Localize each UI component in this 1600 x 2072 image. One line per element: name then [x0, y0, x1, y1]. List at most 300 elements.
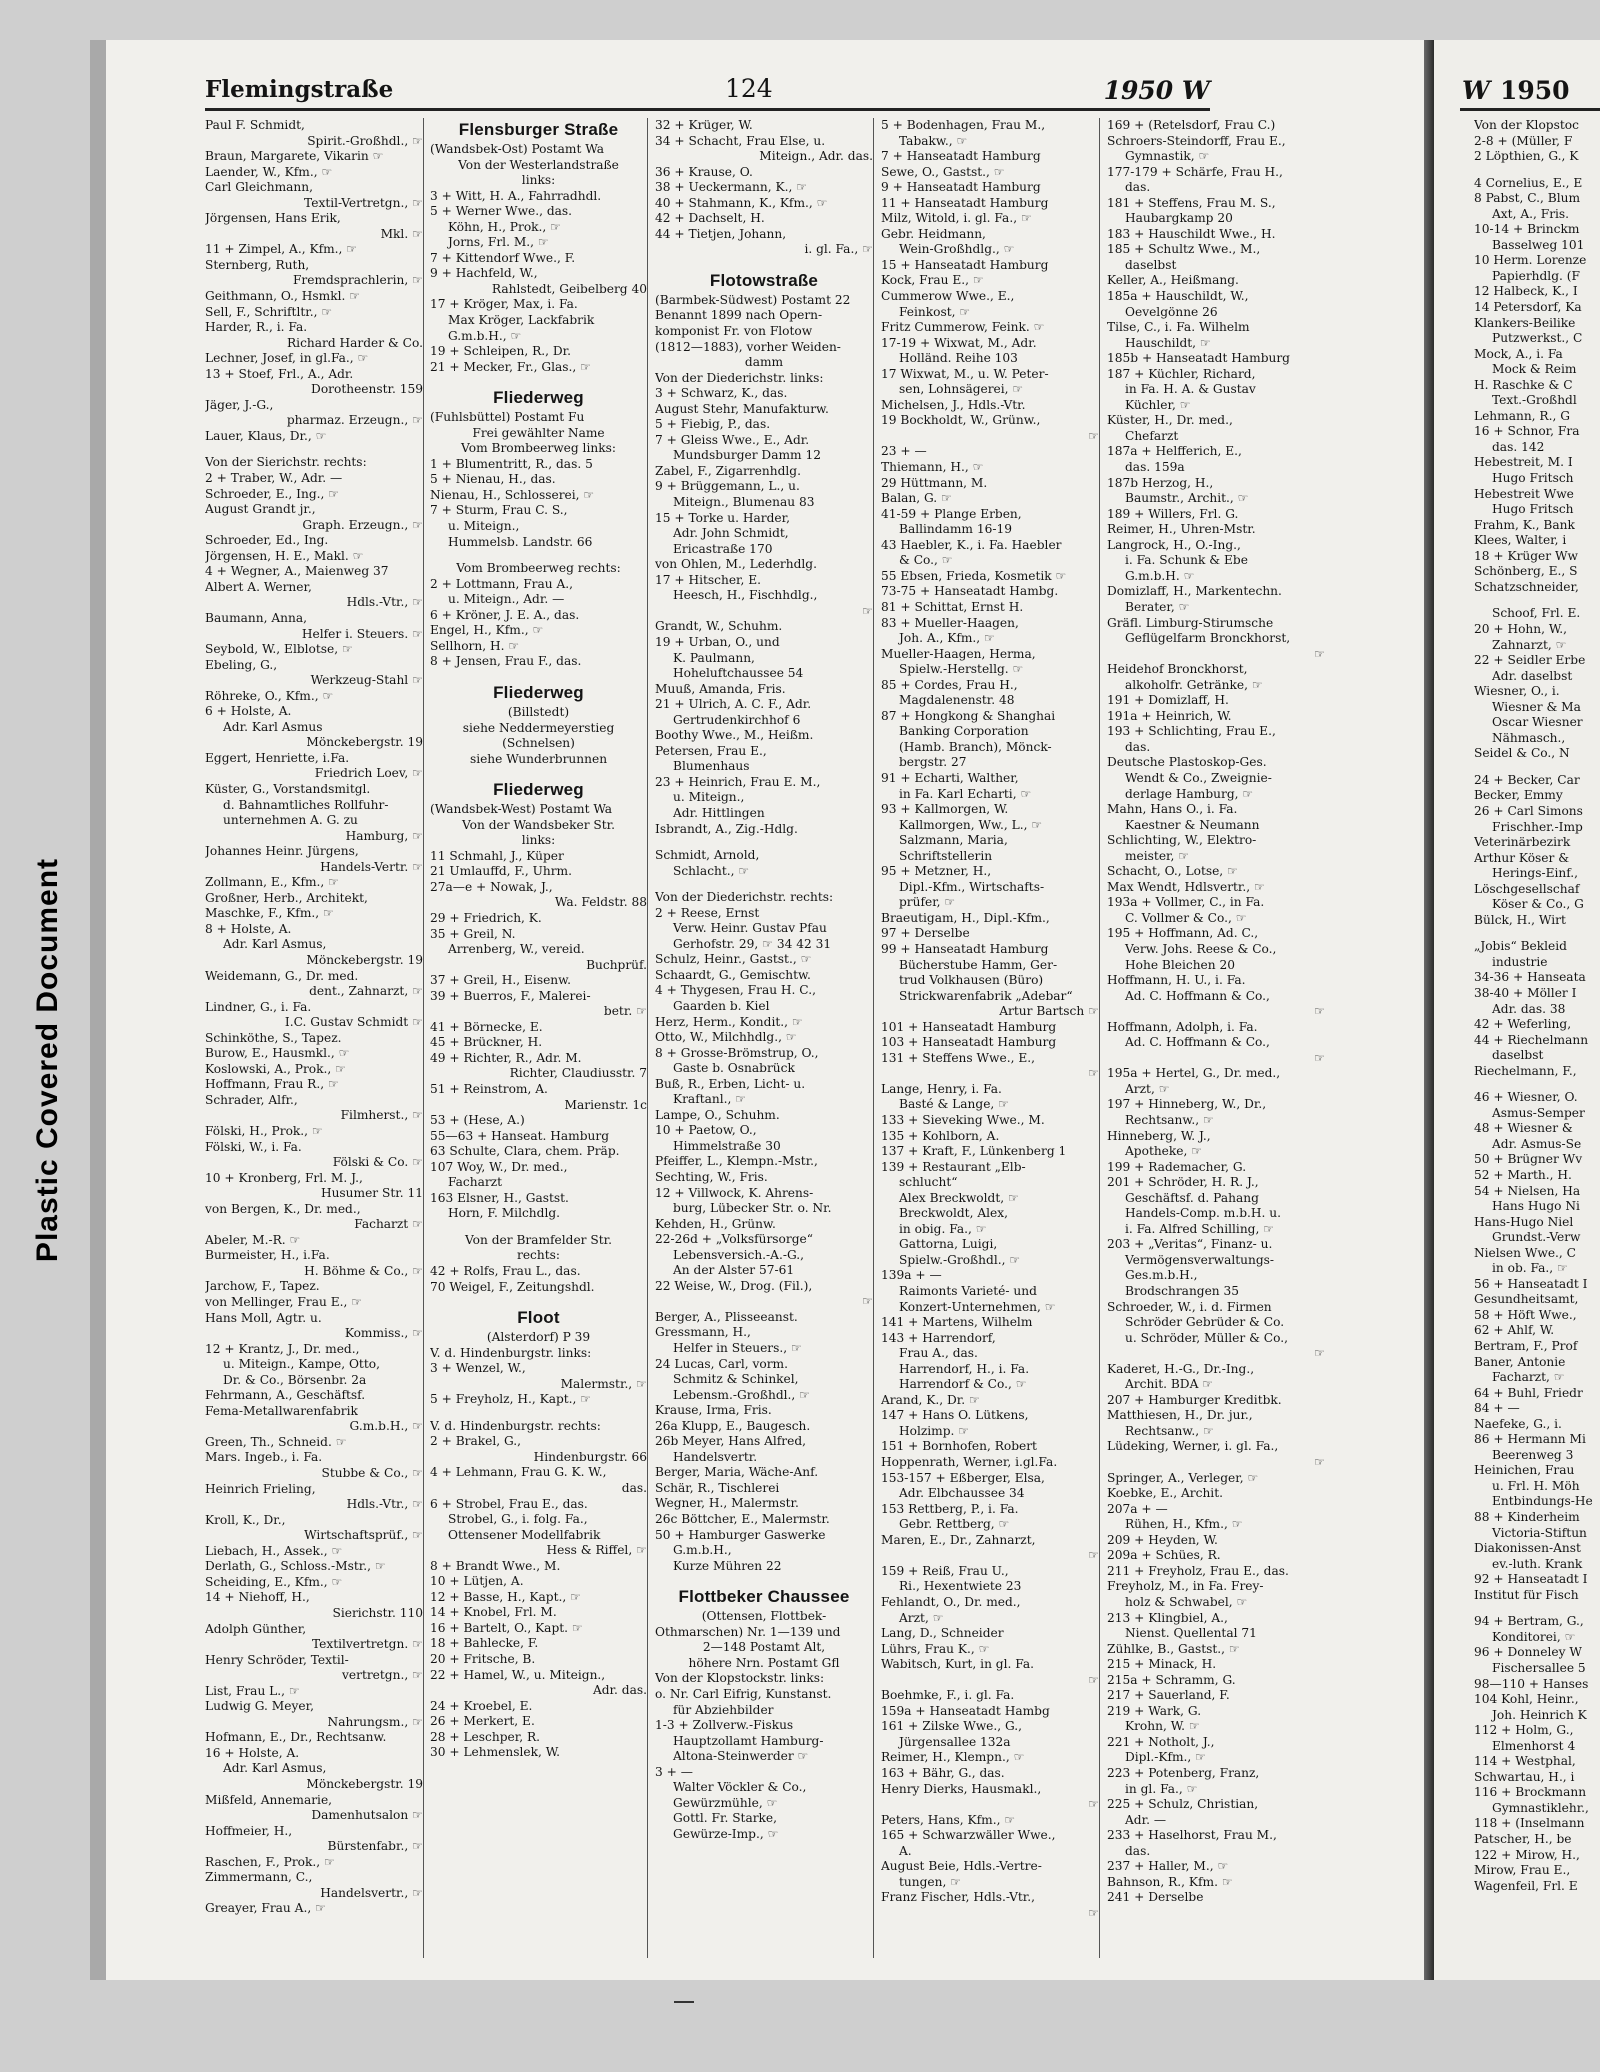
directory-entry: 181 + Steffens, Frau M. S.,	[1107, 195, 1276, 210]
directory-entry: in gl. Fa., ☞	[1125, 1781, 1198, 1796]
directory-entry: 73-75 + Hanseatadt Hambg.	[881, 584, 1059, 599]
directory-entry: Zollmann, E., Kfm., ☞	[205, 875, 340, 890]
directory-entry: Tabakw., ☞	[899, 133, 968, 148]
directory-entry: Veterinärbezirk	[1474, 835, 1571, 850]
directory-entry: 187b Herzog, H.,	[1107, 475, 1214, 490]
directory-entry: Jäger, J.-G.,	[205, 397, 274, 412]
directory-entry: Röhreke, O., Kfm., ☞	[205, 688, 334, 703]
directory-entry: 3 + —	[655, 1764, 693, 1779]
directory-entry: Vermögensverwaltungs-	[1125, 1252, 1275, 1267]
directory-entry: C. Vollmer & Co., ☞	[1125, 910, 1247, 925]
directory-entry: Wagenfeil, Frl. E	[1474, 1878, 1578, 1893]
directory-entry: Küster, G., Vorstandsmitgl.	[205, 781, 371, 796]
directory-entry: 12 + Villwock, K. Ahrens-	[655, 1185, 814, 1200]
directory-entry: A.	[899, 1843, 912, 1858]
directory-entry: Max Kröger, Lackfabrik	[448, 313, 595, 328]
directory-entry: Geithmann, O., Hsmkl. ☞	[205, 289, 361, 304]
directory-entry: 219 + Wark, G.	[1107, 1703, 1202, 1718]
directory-entry: Küchler, ☞	[1125, 397, 1191, 412]
directory-entry: Hohe Bleichen 20	[1125, 957, 1235, 972]
spacer	[430, 767, 647, 778]
directory-entry: 21 + Ulrich, A. C. F., Adr.	[655, 697, 812, 712]
directory-entry: Wabitsch, Kurt, in gl. Fa.	[881, 1657, 1035, 1672]
directory-entry: Liebach, H., Assek., ☞	[205, 1543, 343, 1558]
directory-entry: prüfer, ☞	[899, 895, 956, 910]
directory-entry: Spielw.-Großhdl., ☞	[899, 1252, 1021, 1267]
directory-entry: 51 + Reinstrom, A.	[430, 1081, 548, 1096]
directory-entry: Naefeke, G., i.	[1474, 1416, 1562, 1431]
street-heading: Flottbeker Chaussee	[678, 1587, 850, 1607]
directory-entry: Ericastraße 170	[673, 541, 773, 556]
directory-entry: Bürstenfabr., ☞	[327, 1839, 423, 1854]
directory-entry: links:	[521, 833, 556, 848]
directory-entry: 3 + Witt, H. A., Fahrradhdl.	[430, 188, 602, 203]
directory-entry: Greayer, Frau A., ☞	[205, 1901, 326, 1916]
directory-entry: in obig. Fa., ☞	[899, 1221, 987, 1236]
directory-entry: Nienau, H., Schlosserei, ☞	[430, 487, 595, 502]
directory-entry: 83 + Mueller-Haagen,	[881, 615, 1019, 630]
directory-entry: 10-14 + Brinckm	[1474, 222, 1580, 237]
directory-entry: Becker, Emmy	[1474, 788, 1563, 803]
directory-entry: 96 + Donneley W	[1474, 1645, 1582, 1660]
directory-entry: Grandt, W., Schuhm.	[655, 619, 783, 634]
directory-entry: Rühen, H., Kfm., ☞	[1125, 1517, 1243, 1532]
directory-entry: Zahnarzt, ☞	[1492, 637, 1567, 652]
directory-entry: u. Frl. H. Möh	[1492, 1478, 1580, 1493]
directory-entry: Textilvertretgn. ☞	[311, 1637, 423, 1652]
directory-entry: 38 + Ueckermann, K., ☞	[655, 180, 808, 195]
directory-entry: Verw. Heinr. Gustav Pfau	[673, 921, 827, 936]
directory-entry: Husumer Str. 11	[320, 1186, 423, 1201]
directory-entry: Frischher.-Imp	[1492, 819, 1583, 834]
directory-entry: Ad. C. Hoffmann & Co.,	[1125, 1035, 1270, 1050]
directory-entry: Heesch, H., Fischhdlg.,	[673, 588, 818, 603]
directory-entry: 209 + Heyden, W.	[1107, 1532, 1218, 1547]
directory-entry: Mundsburger Damm 12	[673, 448, 821, 463]
directory-entry: (Wandsbek-West) Postamt Wa	[430, 802, 613, 817]
directory-entry: Patscher, H., be	[1474, 1831, 1572, 1846]
directory-entry: 215 + Minack, H.	[1107, 1657, 1217, 1672]
directory-entry: unternehmen A. G. zu	[223, 813, 358, 828]
directory-entry: Gerhofstr. 29, ☞ 34 42 31	[673, 936, 832, 951]
directory-entry: 193a + Vollmer, C., in Fa.	[1107, 895, 1265, 910]
directory-entry: Adr. —	[1125, 1812, 1167, 1827]
directory-entry: dent., Zahnarzt, ☞	[309, 984, 423, 999]
directory-entry: Benannt 1899 nach Opern-	[655, 308, 823, 323]
directory-entry: Mock, A., i. Fa	[1474, 346, 1563, 361]
directory-entry: in Fa. Karl Echarti, ☞	[899, 786, 1032, 801]
directory-entry: 112 + Holm, G.,	[1474, 1723, 1574, 1738]
directory-entry: 16 + Schnor, Fra	[1474, 424, 1580, 439]
directory-entry: siehe Wunderbrunnen	[469, 751, 608, 766]
directory-entry: Hinneberg, W. J.,	[1107, 1128, 1211, 1143]
directory-entry: 133 + Sieveking Wwe., M.	[881, 1113, 1045, 1127]
directory-entry: Paul F. Schmidt,	[205, 118, 305, 132]
directory-entry: ☞	[1088, 428, 1099, 443]
directory-entry: 20 + Hohn, W.,	[1474, 621, 1568, 636]
directory-entry: o. Nr. Carl Eifrig, Kunstanst.	[655, 1686, 832, 1701]
directory-entry: 177-179 + Schärfe, Frau H.,	[1107, 164, 1283, 179]
directory-entry: Mock & Reim	[1492, 362, 1577, 377]
directory-entry: Gattorna, Luigi,	[899, 1237, 998, 1252]
directory-entry: Altona-Steinwerder ☞	[673, 1749, 809, 1764]
directory-entry: Hess & Riffel, ☞	[546, 1543, 647, 1558]
directory-entry: Institut für Fisch	[1474, 1587, 1579, 1602]
directory-entry: 9 + Hanseatadt Hamburg	[881, 180, 1041, 195]
directory-entry: Abeler, M.-R. ☞	[205, 1232, 301, 1247]
directory-entry: 22-26d + „Volksfürsorge“	[655, 1232, 813, 1247]
directory-entry: Schinköthe, S., Tapez.	[205, 1030, 342, 1045]
directory-entry: Schönberg, E., S	[1474, 564, 1578, 579]
directory-entry: Geschäftsf. d. Pahang	[1125, 1190, 1259, 1205]
directory-entry: 189 + Willers, Frl. G.	[1107, 506, 1239, 521]
directory-entry: 225 + Schulz, Christian,	[1107, 1797, 1259, 1812]
directory-entry: Kraftanl., ☞	[673, 1092, 747, 1107]
directory-entry: Berger, A., Plisseeanst.	[655, 1309, 798, 1324]
directory-entry: Milz, Witold, i. gl. Fa., ☞	[881, 211, 1032, 226]
directory-entry: Asmus-Semper	[1492, 1105, 1585, 1120]
spacer	[430, 1408, 647, 1419]
directory-entry: Arand, K., Dr. ☞	[881, 1392, 980, 1407]
directory-entry: 2 + Brakel, G.,	[430, 1434, 522, 1449]
directory-entry: 14 Petersdorf, Ka	[1474, 300, 1582, 315]
directory-entry: Mönckebergstr. 19	[306, 1776, 423, 1791]
directory-entry: 17 + Kröger, Max, i. Fa.	[430, 297, 578, 312]
directory-entry: Kaestner & Neumann	[1125, 817, 1260, 832]
directory-entry: Brodschrangen 35	[1125, 1284, 1240, 1299]
directory-entry: Von der Diederichstr. links:	[655, 370, 824, 385]
directory-entry: 163 + Bähr, G., das.	[881, 1765, 1005, 1780]
directory-entry: 2 + Reese, Ernst	[655, 905, 760, 920]
directory-column-1	[205, 118, 424, 1958]
directory-entry: Lampe, O., Schuhm.	[655, 1107, 780, 1122]
directory-entry: Miteign., Adr. das.	[759, 149, 873, 164]
directory-entry: Braeutigam, H., Dipl.-Kfm.,	[881, 910, 1050, 925]
directory-column-6	[1474, 118, 1600, 1958]
directory-entry: 18 + Bahlecke, F.	[430, 1636, 539, 1651]
directory-entry: Fema-Metallwarenfabrik	[205, 1403, 358, 1418]
directory-entry: Peters, Hans, Kfm., ☞	[881, 1812, 1016, 1827]
directory-entry: Hugo Fritsch	[1492, 471, 1574, 486]
directory-entry: 50 + Hamburger Gaswerke	[655, 1527, 826, 1542]
directory-entry: Köser & Co., G	[1492, 897, 1584, 912]
directory-entry: Deutsche Plastoskop-Ges.	[1107, 755, 1267, 770]
directory-entry: Jürgensallee 132a	[899, 1734, 1011, 1749]
directory-entry: 8 + Grosse-Brömstrup, O.,	[655, 1045, 819, 1060]
directory-entry: Salzmann, Maria,	[899, 833, 1008, 848]
directory-entry: Burmeister, H., i.Fa.	[205, 1248, 330, 1263]
directory-entry: 49 + Richter, R., Adr. M.	[430, 1050, 582, 1065]
running-head-year-right: 1950	[1500, 76, 1570, 105]
directory-entry: V. d. Hindenburgstr. links:	[430, 1345, 592, 1360]
directory-entry: 29 + Friedrich, K.	[430, 910, 542, 925]
directory-entry: das.	[1125, 180, 1151, 195]
directory-entry: Grundst.-Verw	[1492, 1230, 1581, 1245]
directory-entry: Albert A. Werner,	[205, 579, 312, 594]
directory-entry: Harrendorf, H., i. Fa.	[899, 1361, 1030, 1376]
directory-entry: 7 + Gleiss Wwe., E., Adr.	[655, 432, 810, 447]
directory-entry: Joh. A., Kfm., ☞	[899, 631, 995, 646]
directory-entry: ☞	[1088, 1066, 1099, 1081]
directory-entry: 55—63 + Hanseat. Hamburg	[430, 1128, 610, 1143]
directory-entry: Lang, D., Schneider	[881, 1626, 1004, 1641]
directory-entry: Bahnson, R., Kfm. ☞	[1107, 1874, 1233, 1889]
directory-entry: 116 + Brockmann	[1474, 1785, 1587, 1800]
directory-entry: Köhn, H., Prok., ☞	[448, 219, 562, 234]
directory-entry: 137 + Kraft, F., Lünkenberg 1	[881, 1144, 1067, 1159]
directory-entry: Buchprüf.	[586, 957, 647, 972]
directory-entry: Victoria-Stiftun	[1492, 1525, 1587, 1540]
directory-entry: Magdalenenstr. 48	[899, 693, 1015, 708]
directory-entry: Adr. daselbst	[1492, 668, 1573, 683]
directory-entry: Jorns, Frl. M., ☞	[448, 235, 549, 250]
directory-entry: 64 + Buhl, Friedr	[1474, 1385, 1583, 1400]
directory-entry: Ebeling, G.,	[205, 657, 278, 672]
directory-entry: 9 + Hachfeld, W.,	[430, 266, 538, 281]
directory-entry: Keller, A., Heißmang.	[1107, 273, 1239, 288]
directory-entry: 43 Haebler, K., i. Fa. Haebler	[881, 537, 1062, 552]
directory-entry: u. Miteign., Kampe, Otto,	[223, 1357, 380, 1372]
directory-entry: Jörgensen, Hans Erik,	[205, 211, 341, 226]
directory-entry: 6 + Kröner, J. E. A., das.	[430, 607, 580, 622]
directory-entry: Facharzt, ☞	[1492, 1370, 1565, 1385]
directory-entry: Adr. Karl Asmus,	[223, 1761, 327, 1776]
directory-entry: Gewürze-Imp., ☞	[673, 1826, 779, 1841]
directory-entry: An der Alster 57-61	[673, 1263, 795, 1278]
directory-entry: 2 Löpthien, G., K	[1474, 149, 1579, 164]
directory-entry: Balan, G. ☞	[881, 491, 952, 506]
directory-entry: 81 + Schittat, Ernst H.	[881, 599, 1024, 614]
directory-entry: 54 + Nielsen, Ha	[1474, 1183, 1581, 1198]
directory-entry: Hoppenrath, Werner, i.gl.Fa.	[881, 1455, 1058, 1470]
directory-entry: Hoffmann, Adolph, i. Fa.	[1107, 1019, 1258, 1034]
directory-entry: 3 + Schwarz, K., das.	[655, 386, 788, 401]
running-head-year: 1950 W	[1103, 76, 1210, 105]
directory-entry: Wirtschaftsprüf., ☞	[304, 1528, 423, 1543]
directory-entry: 10 + Lütjen, A.	[430, 1574, 524, 1589]
directory-entry: G.m.b.H., ☞	[448, 328, 522, 343]
directory-entry: Seybold, W., Elblotse, ☞	[205, 642, 353, 657]
directory-entry: Wendt & Co., Zweignie-	[1125, 770, 1272, 785]
directory-entry: Gesundheitsamt,	[1474, 1292, 1579, 1307]
directory-entry: 21 Umlauffd, F., Uhrm.	[430, 864, 572, 879]
directory-entry: Haubargkamp 20	[1125, 211, 1233, 226]
directory-entry: 17 + Hitscher, E.	[655, 572, 762, 587]
directory-entry: 70 Weigel, F., Zeitungshdl.	[430, 1279, 595, 1294]
directory-entry: Seidel & Co., N	[1474, 746, 1570, 761]
running-head-mark: W	[1462, 76, 1491, 105]
directory-entry: 207 + Hamburger Kreditbk.	[1107, 1392, 1282, 1407]
directory-entry: Hdls.-Vtr., ☞	[346, 1497, 423, 1512]
directory-entry: Gaste b. Osnabrück	[673, 1061, 795, 1076]
directory-entry: Max Wendt, Hdlsvertr., ☞	[1107, 879, 1265, 894]
directory-entry: pharmaz. Erzeugn., ☞	[286, 413, 423, 428]
directory-entry: Burow, E., Hausmkl., ☞	[205, 1046, 350, 1061]
directory-entry: Elmenhorst 4	[1492, 1738, 1576, 1753]
directory-entry: Gymnastiklehr.,	[1492, 1800, 1589, 1815]
directory-entry: 52 + Marth., H.	[1474, 1168, 1572, 1182]
directory-entry: 42 + Dachselt, H.	[655, 211, 765, 226]
directory-entry: das.	[1125, 739, 1151, 754]
directory-entry: Dipl.-Kfm., Wirtschafts-	[899, 879, 1045, 894]
directory-entry: Lebensversich.-A.-G.,	[673, 1247, 805, 1262]
directory-entry: Hebestreit Wwe	[1474, 486, 1574, 501]
directory-entry: Schaardt, G., Gemischtw.	[655, 967, 811, 982]
directory-entry: Archit. BDA ☞	[1125, 1377, 1214, 1392]
directory-entry: betr. ☞	[603, 1004, 647, 1019]
directory-entry: 215a + Schramm, G.	[1107, 1672, 1236, 1687]
directory-entry: d. Bahnamtliches Rollfuhr-	[223, 797, 389, 812]
directory-entry: Richard Harder & Co.	[287, 335, 423, 350]
street-heading: Fliederweg	[493, 780, 584, 800]
directory-entry: 107 Woy, W., Dr. med.,	[430, 1159, 568, 1174]
directory-entry: Horn, F. Milchdlg.	[448, 1206, 561, 1221]
directory-entry: 87 + Hongkong & Shanghai	[881, 708, 1056, 723]
directory-entry: Fölski, H., Prok., ☞	[205, 1124, 323, 1138]
directory-entry: Gebr. Heidmann,	[881, 226, 986, 241]
directory-entry: Artur Bartsch ☞	[999, 1004, 1099, 1019]
directory-entry: 17-19 + Wixwat, M., Adr.	[881, 335, 1037, 350]
directory-entry: Papierhdlg. (F	[1492, 268, 1580, 283]
directory-entry: Freyholz, M., in Fa. Frey-	[1107, 1579, 1264, 1594]
directory-entry: 17 Wixwat, M., u. W. Peter-	[881, 366, 1049, 381]
directory-entry: Gressmann, H.,	[655, 1325, 751, 1340]
directory-entry: Hamburg, ☞	[345, 828, 423, 843]
directory-entry: Heinrich Frieling,	[205, 1481, 316, 1496]
directory-entry: 40 + Stahmann, K., Kfm., ☞	[655, 195, 828, 210]
directory-entry: 11 Schmahl, J., Küper	[430, 848, 564, 863]
directory-entry: 213 + Klingbiel, A.,	[1107, 1610, 1228, 1625]
directory-entry: Helfer in Steuers., ☞	[673, 1341, 802, 1356]
directory-entry: Zimmermann, C.,	[205, 1870, 313, 1885]
footer-mark	[674, 2001, 694, 2003]
directory-entry: 241 + Derselbe	[1107, 1890, 1204, 1905]
directory-entry: 97 + Derselbe	[881, 926, 970, 941]
directory-entry: Schroeder, Ed., Ing.	[205, 533, 329, 548]
directory-entry: 233 + Haselhorst, Frau M.,	[1107, 1828, 1277, 1843]
directory-entry: 50 + Brügner Wv	[1474, 1152, 1583, 1167]
directory-entry: bergstr. 27	[899, 755, 967, 770]
directory-entry: Heidehof Bronckhorst,	[1107, 662, 1248, 677]
directory-entry: 221 + Notholt, J.,	[1107, 1734, 1215, 1749]
directory-entry: 42 + Rolfs, Frau L., das.	[430, 1264, 581, 1278]
directory-entry: Braun, Margarete, Vikarin ☞	[205, 149, 384, 164]
directory-entry: das.	[1125, 1843, 1151, 1858]
directory-entry: Oevelgönne 26	[1125, 304, 1218, 319]
spacer	[655, 258, 873, 269]
directory-entry: 207a + —	[1107, 1501, 1168, 1516]
directory-entry: Frau A., das.	[899, 1346, 978, 1361]
directory-entry: Diakonissen-Anst	[1474, 1541, 1581, 1556]
directory-entry: 37 + Greil, H., Eisenw.	[430, 973, 572, 988]
directory-entry: meister, ☞	[1125, 848, 1190, 863]
directory-entry: Großner, Herb., Architekt,	[205, 890, 368, 905]
directory-entry: Rahlstedt, Geibelberg 40	[491, 281, 647, 296]
directory-entry: Breckwoldt, Alex,	[899, 1206, 1008, 1221]
directory-entry: Michelsen, J., Hdls.-Vtr.	[881, 397, 1026, 412]
directory-entry: derlage Hamburg, ☞	[1125, 786, 1254, 801]
directory-entry: (1812—1883), vorher Weiden-	[655, 339, 841, 354]
directory-entry: Adr. John Schmidt,	[673, 526, 789, 541]
directory-entry: Adr. Karl Asmus	[223, 719, 323, 734]
directory-entry: Buß, R., Erben, Licht- u.	[655, 1076, 806, 1091]
directory-entry: 153 Rettberg, P., i. Fa.	[881, 1501, 1019, 1516]
directory-entry: Rechtsanw., ☞	[1125, 1113, 1214, 1127]
directory-entry: Putzwerkst., C	[1492, 331, 1583, 346]
directory-entry: 11 + Hanseatadt Hamburg	[881, 195, 1049, 210]
directory-entry: Spirit.-Großhdl., ☞	[307, 133, 423, 148]
directory-entry: 2 + Traber, W., Adr. —	[205, 471, 343, 486]
street-heading: Flensburger Straße	[458, 120, 619, 139]
spacer	[1474, 1603, 1600, 1614]
directory-entry: Von der Westerlandstraße	[458, 157, 619, 172]
directory-entry: Basselweg 101	[1492, 237, 1585, 252]
directory-entry: Rechtsanw., ☞	[1125, 1423, 1214, 1438]
directory-entry: 63 Schulte, Clara, chem. Präp.	[430, 1144, 620, 1159]
directory-entry: Vom Brombeerweg links:	[461, 441, 616, 456]
directory-entry: 203 + „Veritas“, Finanz- u.	[1107, 1237, 1273, 1252]
spacer	[1474, 1079, 1600, 1090]
directory-entry: Schulz, Heinr., Gastst., ☞	[655, 952, 812, 967]
directory-entry: komponist Fr. von Flotow	[655, 324, 813, 339]
directory-entry: Scheiding, E., Kfm., ☞	[205, 1574, 343, 1589]
directory-entry: Dr. & Co., Börsenbr. 2a	[223, 1372, 367, 1387]
directory-entry: Fölski, W., i. Fa.	[205, 1139, 302, 1154]
directory-entry: 16 + Bartelt, O., Kapt. ☞	[430, 1620, 583, 1635]
running-head-street: Flemingstraße	[205, 76, 394, 103]
directory-entry: Von der Klopstoc	[1474, 118, 1579, 132]
directory-entry: Thiemann, H., ☞	[881, 460, 984, 475]
directory-entry: Spielw.-Herstellg. ☞	[899, 662, 1024, 677]
directory-entry: Lebensm.-Großhdl., ☞	[673, 1387, 811, 1402]
directory-entry: Mars. Ingeb., i. Fa.	[205, 1450, 323, 1465]
directory-entry: 199 + Rademacher, G.	[1107, 1159, 1247, 1174]
directory-entry: 15 + Torke u. Harder,	[655, 510, 790, 525]
directory-entry: 201 + Schröder, H. R. J.,	[1107, 1175, 1259, 1190]
directory-entry: 10 + Paetow, O.,	[655, 1123, 757, 1138]
directory-entry: 217 + Sauerland, F.	[1107, 1688, 1230, 1703]
directory-entry: 48 + Wiesner &	[1474, 1121, 1573, 1136]
directory-entry: 91 + Echarti, Walther,	[881, 770, 1019, 785]
directory-entry: Wegner, H., Malermstr.	[655, 1496, 799, 1511]
street-heading: Floot	[517, 1308, 560, 1328]
directory-entry: Henry Dierks, Hausmakl.,	[881, 1781, 1042, 1796]
directory-entry: Schmitz & Schinkel,	[673, 1372, 799, 1387]
directory-entry: 23 + Heinrich, Frau E. M.,	[655, 774, 821, 789]
directory-entry: von Ohlen, M., Lederhdlg.	[655, 557, 817, 572]
directory-entry: Fritz Cummerow, Feink. ☞	[881, 320, 1045, 335]
directory-entry: Wa. Feldstr. 88	[554, 895, 647, 910]
directory-entry: 7 + Hanseatadt Hamburg	[881, 149, 1041, 164]
directory-entry: Hofmann, E., Dr., Rechtsanw.	[205, 1730, 387, 1745]
directory-entry: 3 + Wenzel, W.,	[430, 1361, 526, 1376]
directory-entry: von Bergen, K., Dr. med.,	[205, 1201, 361, 1216]
directory-entry: 185a + Hauschildt, W.,	[1107, 289, 1249, 304]
directory-column-3	[655, 118, 874, 1958]
directory-entry: 26c Böttcher, E., Malermstr.	[655, 1512, 830, 1527]
directory-entry: Zabel, F., Zigarrenhdlg.	[655, 463, 801, 478]
directory-entry: 191a + Heinrich, W.	[1107, 708, 1232, 723]
directory-entry: 56 + Hanseatadt I	[1474, 1276, 1588, 1291]
directory-entry: schlucht“	[899, 1175, 958, 1190]
directory-entry: i. Fa. Schunk & Ebe	[1125, 553, 1248, 568]
spacer	[655, 879, 873, 890]
directory-entry: 28 + Leschper, R.	[430, 1729, 541, 1744]
directory-entry: 27a—e + Nowak, J.,	[430, 879, 553, 894]
scan-edge	[90, 40, 106, 1980]
directory-entry: 118 + (Inselmann	[1474, 1816, 1585, 1831]
directory-entry: 53 + (Hese, A.)	[430, 1113, 525, 1128]
